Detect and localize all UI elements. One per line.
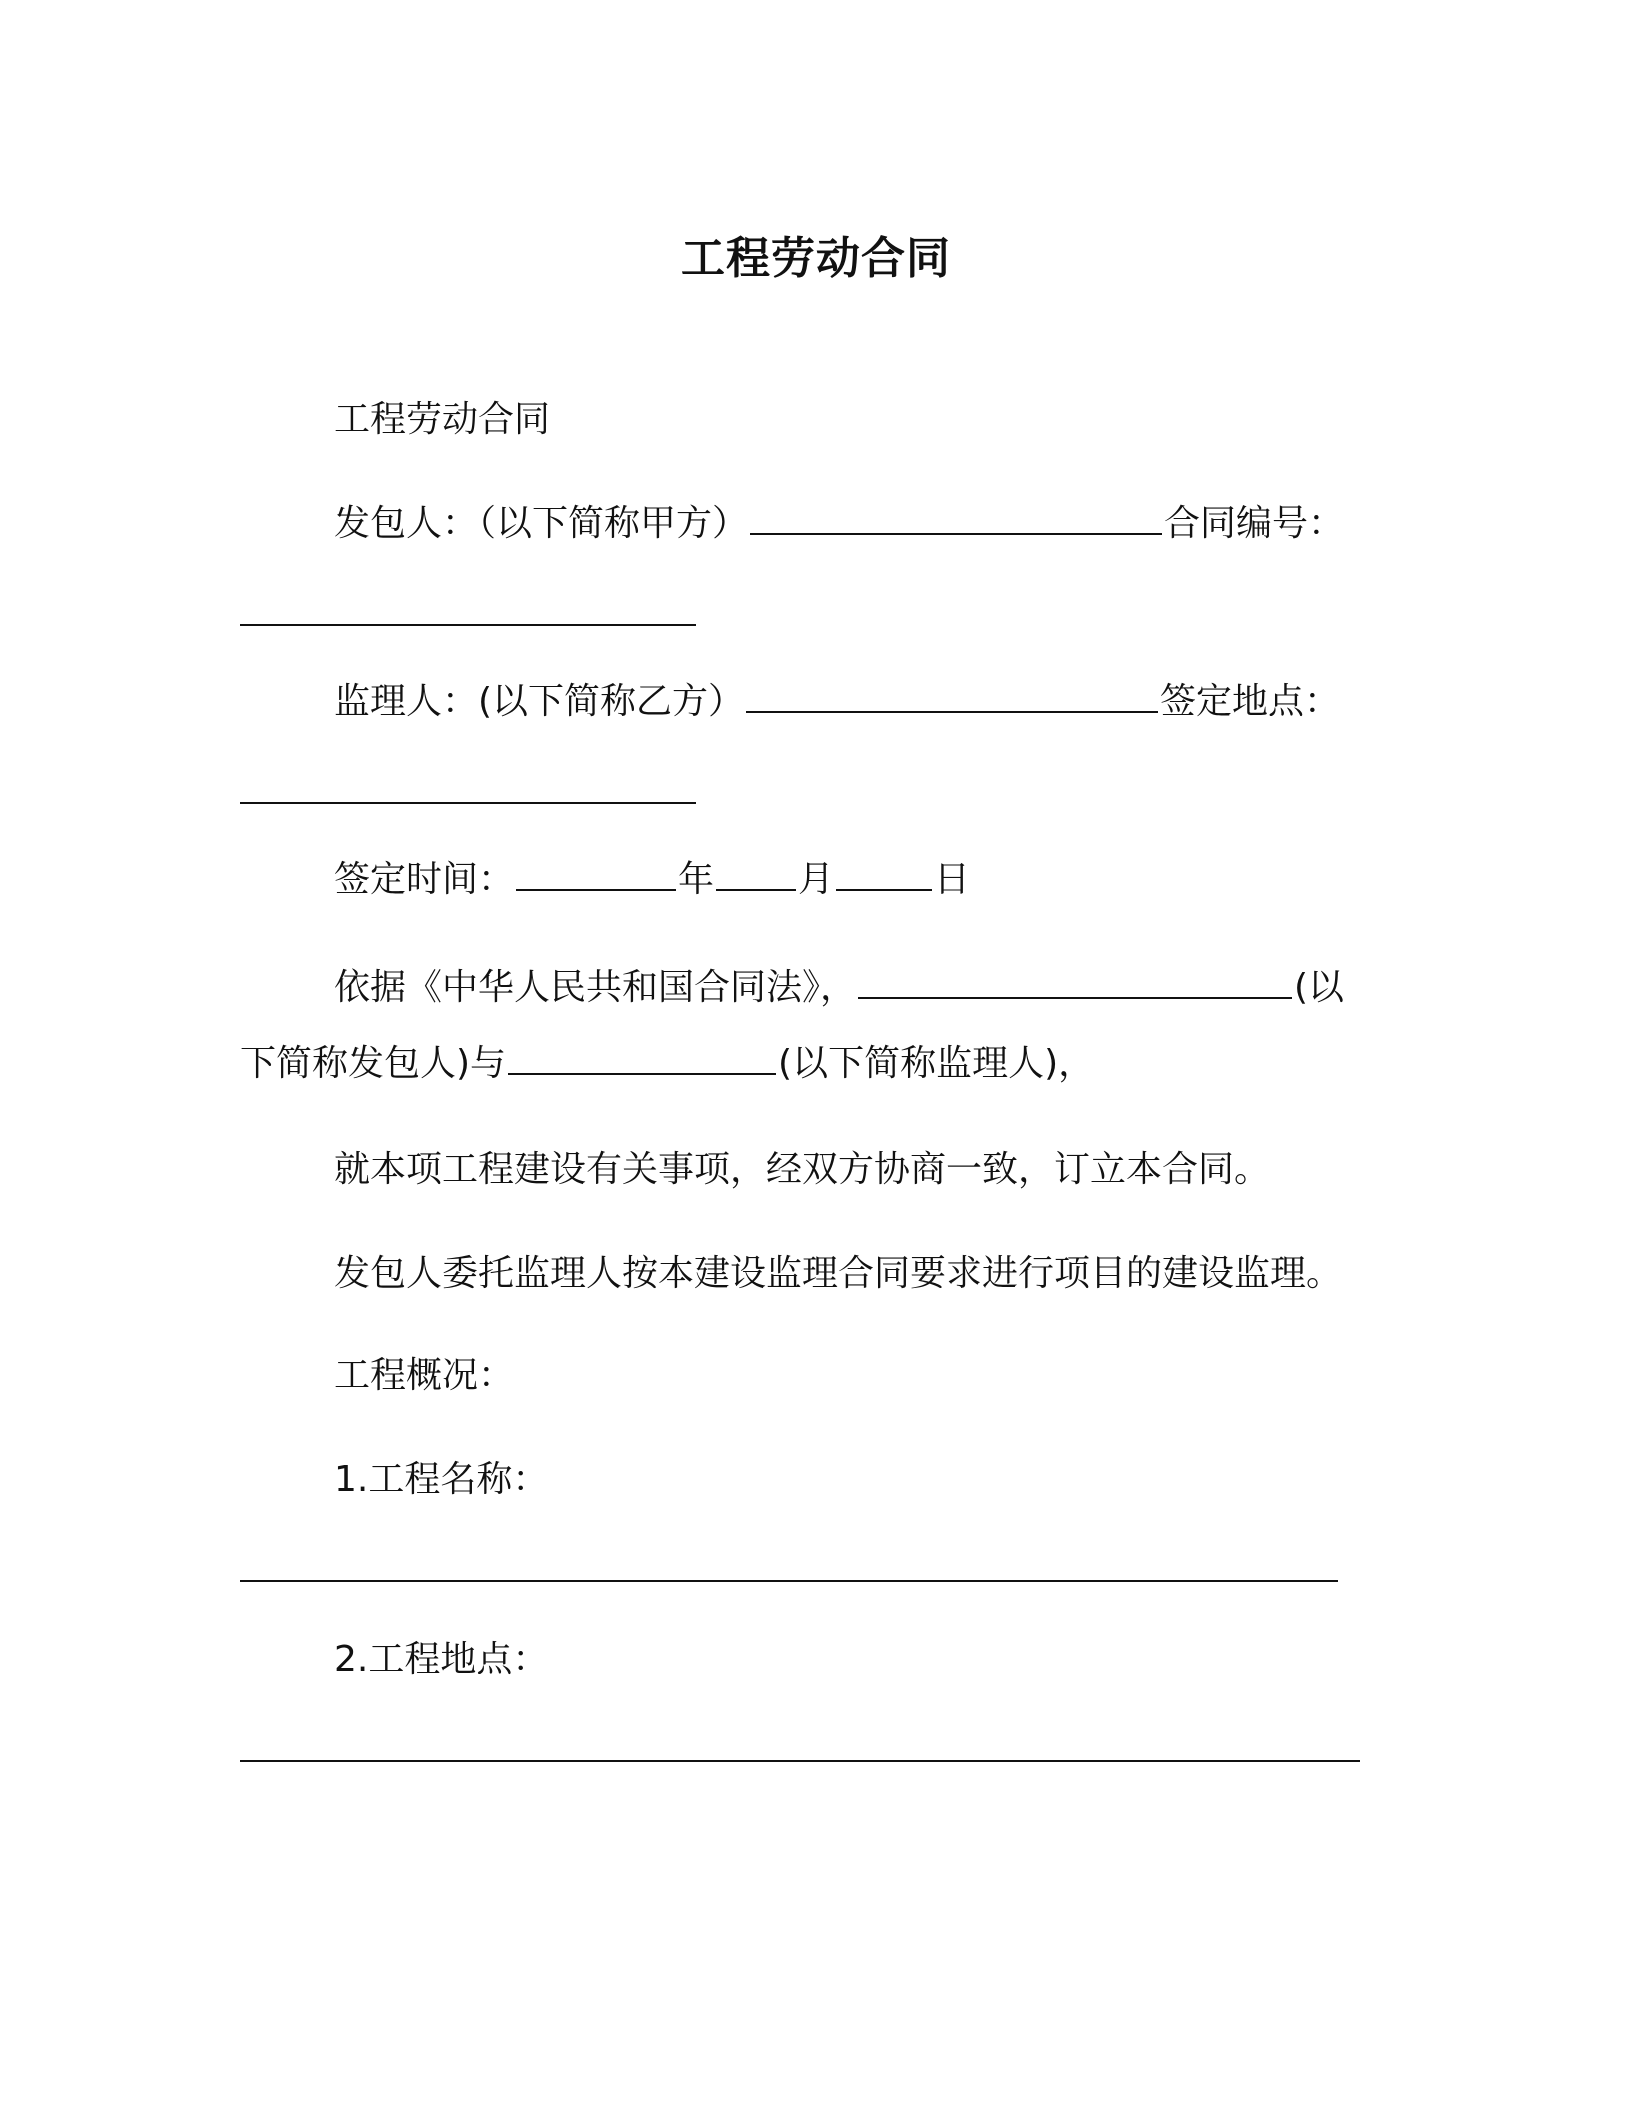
basis-prefix: 依据《中华人民共和国合同法》， bbox=[334, 967, 857, 1008]
year-blank[interactable] bbox=[516, 859, 676, 891]
project-location-blank[interactable] bbox=[240, 1760, 1360, 1762]
supervisor-line bbox=[334, 680, 1340, 724]
project-name-blank[interactable] bbox=[240, 1580, 1338, 1582]
month-blank[interactable] bbox=[716, 859, 796, 891]
month-label: 月 bbox=[798, 859, 835, 900]
contract-no-blank[interactable] bbox=[240, 624, 696, 626]
entrust-paragraph: 发包人委托监理人按本建设监理合同要求进行项目的建设监理。 bbox=[334, 1253, 1343, 1294]
day-label: 日 bbox=[934, 859, 971, 900]
document-title: 工程劳动合同 bbox=[681, 233, 951, 284]
sign-time-line bbox=[334, 858, 970, 902]
employer-name-blank[interactable] bbox=[858, 967, 1292, 999]
sign-place-label: 签定地点： bbox=[1160, 681, 1341, 722]
day-blank[interactable] bbox=[836, 859, 932, 891]
contract-no-label: 合同编号： bbox=[1164, 503, 1345, 544]
supervisor-name-blank[interactable] bbox=[508, 1043, 776, 1075]
basis-line-2 bbox=[240, 1042, 1094, 1086]
supervisor-blank[interactable] bbox=[746, 681, 1158, 713]
year-label: 年 bbox=[678, 859, 715, 900]
sign-time-label: 签定时间： bbox=[334, 859, 515, 900]
employer-blank[interactable] bbox=[750, 503, 1162, 535]
agreement-paragraph: 就本项工程建设有关事项，经双方协商一致，订立本合同。 bbox=[334, 1149, 1271, 1190]
basis-line2-prefix: 下简称发包人)与 bbox=[240, 1043, 507, 1084]
item1-label: 1.工程名称： bbox=[334, 1459, 549, 1500]
basis-line2-suffix: (以下简称监理人)， bbox=[778, 1043, 1095, 1084]
sign-place-blank[interactable] bbox=[240, 802, 696, 804]
subtitle: 工程劳动合同 bbox=[334, 399, 551, 440]
employer-line bbox=[334, 502, 1344, 546]
overview-heading: 工程概况： bbox=[334, 1355, 515, 1396]
supervisor-label: 监理人：(以下简称乙方） bbox=[334, 681, 745, 722]
basis-line-1 bbox=[334, 966, 1344, 1010]
employer-label: 发包人：（以下简称甲方） bbox=[334, 503, 749, 544]
item2-label: 2.工程地点： bbox=[334, 1639, 549, 1680]
basis-suffix: (以 bbox=[1294, 967, 1345, 1008]
